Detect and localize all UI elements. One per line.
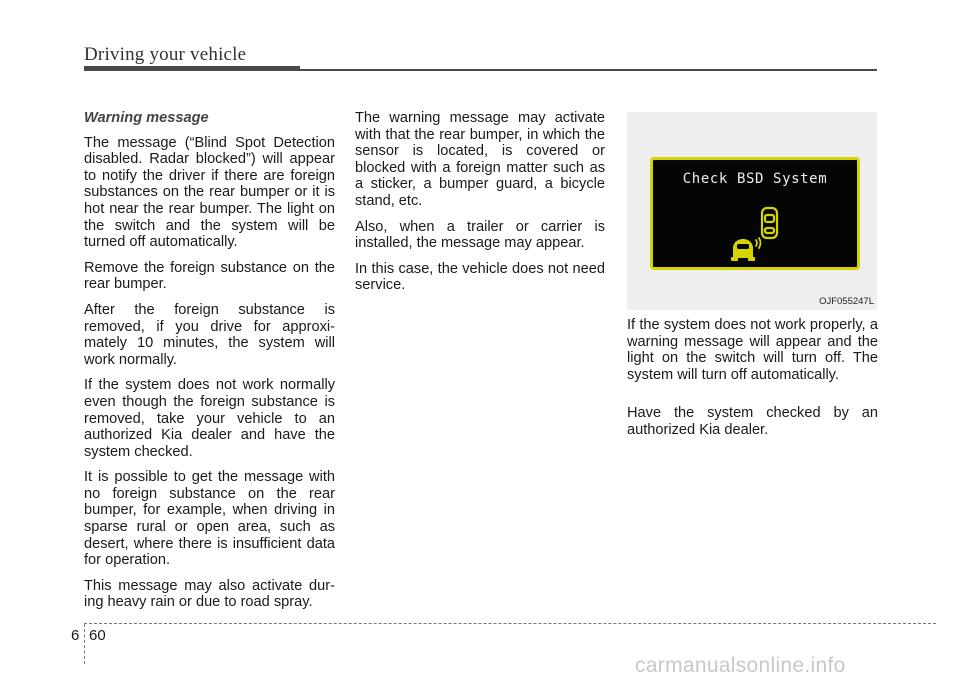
page-number: 60 bbox=[89, 627, 106, 644]
text-column-3 bbox=[627, 317, 878, 448]
watermark: carmanualsonline.info bbox=[635, 654, 846, 677]
cluster-display bbox=[650, 157, 860, 270]
paragraph: Remove the foreign substance on the rear bumper. bbox=[84, 259, 335, 293]
footer-divider bbox=[84, 624, 85, 664]
paragraph: In this case, the vehicle does not need service. bbox=[355, 260, 605, 294]
text-column-1 bbox=[84, 110, 335, 620]
paragraph: The message (“Blind Spot Detection disabled. Radar blocked”) will appear to notify the driver if there are foreign substances on the rear bumper or it is hot near the rear bumper. The light on the switch and the system will be turned off automatically. bbox=[84, 134, 335, 251]
paragraph: Have the system checked by an authorized Kia dealer. bbox=[627, 405, 878, 438]
header-rule-thin bbox=[300, 69, 877, 71]
bsd-vehicles-icon bbox=[729, 206, 789, 262]
display-message: Check BSD System bbox=[682, 171, 828, 187]
paragraph: The warning message may activate with that the rear bumper, in which the sensor is located, is covered or blocked with a foreign matter such as a sticker, a bumper guard, a bicycle stand, etc. bbox=[355, 110, 605, 209]
paragraph: It is possible to get the message with no foreign substance on the rear bumper, for example, when driving in sparse rural or open area, such as desert, where there is insufficient data for operation. bbox=[84, 469, 335, 569]
paragraph: Also, when a trailer or carrier is installed, the message may appear. bbox=[355, 218, 605, 252]
paragraph: After the foreign substance is removed, if you drive for approxi-mately 10 minutes, the system will work normally. bbox=[84, 301, 335, 368]
figure-code: OJF055247L bbox=[819, 296, 874, 307]
section-heading: Warning message bbox=[84, 110, 209, 126]
paragraph: If the system does not work normally even though the foreign substance is removed, take your vehicle to an authorized Kia dealer and have the system checked. bbox=[84, 377, 335, 460]
paragraph: This message may also activate dur-ing heavy rain or due to road spray. bbox=[84, 577, 335, 611]
header-title: Driving your vehicle bbox=[84, 44, 247, 65]
text-column-2 bbox=[355, 110, 605, 303]
paragraph: If the system does not work properly, a warning message will appear and the light on the switch will turn off. The system will turn off automatically. bbox=[627, 317, 878, 383]
footer-rule bbox=[84, 623, 936, 624]
chapter-number: 6 bbox=[71, 627, 80, 644]
header-rule-thick bbox=[84, 66, 300, 71]
warning-figure bbox=[627, 112, 877, 310]
